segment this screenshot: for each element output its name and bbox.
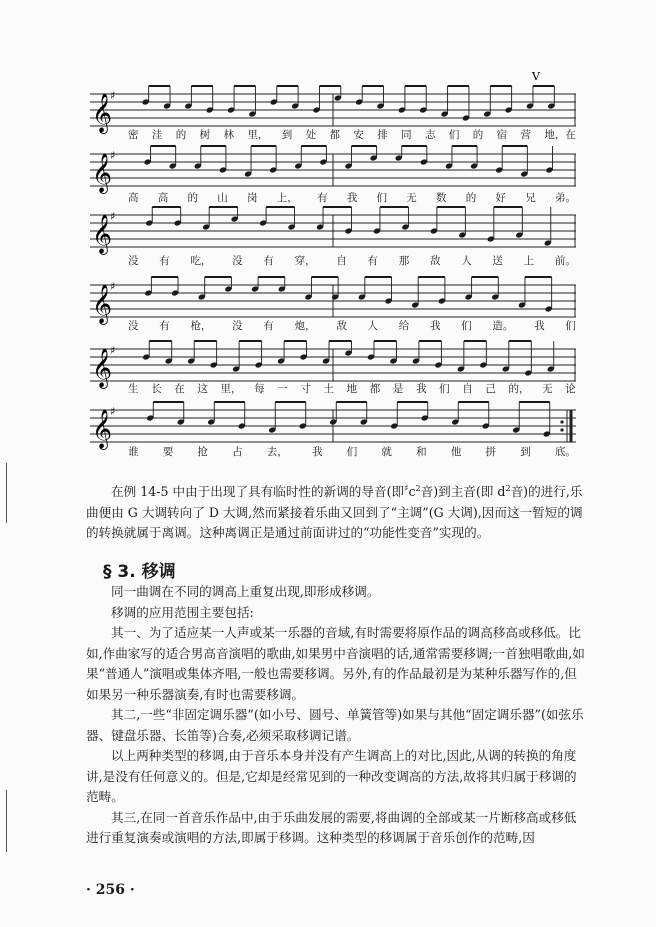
lyric-syllable: 山 [217, 192, 228, 204]
paragraph: 其三,在同一首音乐作品中,由于乐曲发展的需要,将曲调的全部或某一片断移高或移低进行重复演奏或演唱的方法,即属于移调。这种类型的移调属于音乐创作的范畴,因 [86, 809, 577, 845]
staff [90, 280, 576, 324]
lyric-syllable: 那 [398, 255, 410, 267]
staff [90, 210, 576, 254]
lyrics-line [128, 444, 576, 459]
lyric-syllable: 同 [401, 129, 412, 141]
sharp-symbol: ♯ [404, 484, 409, 494]
lyric-syllable: 自 [462, 383, 473, 395]
lyric-syllable: 人 [367, 320, 379, 332]
lyric-syllable: 高 [128, 192, 139, 204]
lyric-syllable: 地，在 [544, 129, 576, 141]
staff [90, 344, 576, 388]
example-text-part3: 音)的进行,乐曲便由 G 大调转向了 D 大调,然而紧接着乐曲又回到了“主调”(G 大调),因而这一暂短的调的转换就属于离调。这种离调正是通过前面讲过的“功能性变音”实现的。 [86, 484, 583, 540]
lyric-syllable: 宿 [496, 129, 508, 141]
lyric-syllable: 安 [353, 129, 364, 141]
section-body [86, 582, 586, 849]
lyric-syllable: 敌 [429, 255, 441, 267]
lyric-syllable: 己 [485, 383, 496, 395]
lyric-syllable: 兄 [525, 192, 536, 204]
treble-clef-icon: 𝄞 [92, 93, 113, 133]
lyric-syllable: 人 [461, 255, 472, 267]
lyric-syllable: 一 [277, 383, 288, 395]
lyrics-line [128, 381, 576, 396]
lyric-syllable: 有 [263, 255, 274, 267]
lyric-syllable: 这 [197, 383, 208, 395]
lyric-syllable: 高 [157, 192, 169, 204]
section-heading: § 3. 移调 [103, 562, 176, 582]
lyric-syllable: 底。 [554, 446, 576, 458]
lyric-syllable: 长 [151, 383, 162, 395]
lyric-syllable: 我 [534, 320, 545, 332]
treble-clef-icon: 𝄞 [92, 348, 113, 388]
lyric-syllable: 到 [520, 446, 531, 458]
paragraph: 以上两种类型的移调,由于音乐本身并没有产生调高上的对比,因此,从调的转换的角度讲,是没有任何意义的。但是,它却是经常见到的一种改变调高的方法,故将其归属于移调的范畴。 [86, 748, 577, 804]
lyric-syllable: 都 [369, 383, 381, 395]
lyrics-line [128, 253, 576, 268]
lyric-syllable: 炮， [294, 320, 316, 332]
lyric-syllable: 我 [346, 192, 358, 204]
lyric-syllable: 处 [305, 129, 317, 141]
lyric-syllable: 和 [416, 446, 427, 458]
lyric-syllable: 占 [232, 446, 243, 458]
lyric-syllable: 寸 [300, 383, 311, 395]
lyric-syllable: 生 [128, 383, 139, 395]
lyric-syllable: 的 [465, 192, 477, 204]
paragraph: 同一曲调在不同的调高上重复出现,即形成移调。 [111, 584, 380, 599]
treble-clef-icon: 𝄞 [92, 284, 113, 324]
staff [90, 405, 576, 449]
lyric-syllable: 的 [175, 129, 187, 141]
note-c-octave: 2 [415, 484, 421, 493]
lyric-syllable: 营 [520, 129, 531, 141]
example-paragraph [86, 479, 586, 544]
lyric-syllable: 是 [392, 383, 404, 395]
key-signature-sharp-icon: ♯ [110, 280, 116, 293]
lyric-syllable: 好 [495, 192, 506, 204]
lyric-syllable: 要 [162, 446, 174, 458]
lyric-syllable: 弟。 [555, 192, 576, 204]
lyric-syllable: 洼 [151, 129, 163, 141]
lyric-syllable: 都 [329, 129, 340, 141]
lyric-syllable: 没 [128, 320, 139, 332]
lyric-syllable: 有 [159, 320, 170, 332]
key-signature-sharp-icon: ♯ [110, 149, 116, 162]
lyric-syllable: 们 [346, 446, 358, 458]
binding-mark [6, 790, 7, 852]
lyric-syllable: 密 [128, 129, 139, 141]
repeat-dot [560, 420, 563, 423]
lyric-syllable: 吃， [190, 255, 212, 267]
lyric-syllable: 穿， [294, 255, 316, 267]
lyric-syllable: 有 [263, 320, 274, 332]
staff [90, 149, 576, 193]
lyric-syllable: 我 [312, 446, 323, 458]
lyric-syllable: 没 [232, 320, 243, 332]
lyric-syllable: 数 [436, 192, 447, 204]
repeat-dot [560, 428, 563, 431]
lyric-syllable: 我 [416, 383, 427, 395]
lyric-syllable: 的， [508, 383, 530, 395]
lyric-syllable: 抢 [197, 446, 208, 458]
lyric-syllable: 论 [565, 383, 576, 395]
lyric-syllable: 们 [439, 383, 450, 395]
lyric-syllable: 给 [398, 320, 410, 332]
lyric-syllable: 们 [448, 129, 460, 141]
lyric-syllable: 们 [565, 320, 576, 332]
lyric-syllable: 里， [220, 383, 242, 395]
lyric-syllable: 上 [523, 255, 535, 267]
lyric-syllable: 我 [429, 320, 441, 332]
note-d-octave: 2 [505, 484, 511, 493]
page-number: · 256 · [86, 882, 135, 898]
lyric-syllable: 拼 [485, 446, 497, 458]
lyric-syllable: 排 [377, 129, 388, 141]
treble-clef-icon: 𝄞 [92, 153, 113, 193]
example-text-part2: 音)到主音(即 d [420, 484, 506, 499]
lyric-syllable: 每 [254, 383, 265, 395]
treble-clef-icon: 𝄞 [92, 409, 113, 449]
lyric-syllable: 谁 [128, 446, 139, 458]
lyric-syllable: 里， [247, 129, 269, 141]
lyric-syllable: 志 [425, 129, 436, 141]
paragraph: 其一、为了适应某一人声或某一乐器的音域,有时需要将原作品的调高移高或移低。比如,作曲家写的适合男高音演唱的歌曲,如果男中音演唱的话,通常需要移调;一首独唱歌曲,如果“普通人”演唱或集体齐唱,一般也需要移调。另外,有的作品最初是为某种乐器写作的,但如果另一种乐器演奏,有时也需要移调。 [86, 625, 585, 702]
lyric-syllable: 去， [266, 446, 288, 458]
treble-clef-icon: 𝄞 [92, 214, 113, 254]
staff [90, 70, 576, 133]
lyrics-line [128, 127, 576, 142]
lyric-syllable: 自 [336, 255, 347, 267]
lyric-syllable: 没 [232, 255, 243, 267]
lyric-syllable: 们 [461, 320, 472, 332]
lyric-syllable: 前。 [554, 255, 576, 267]
lyric-syllable: 的 [187, 192, 198, 204]
lyric-syllable: 敌 [336, 320, 347, 332]
lyric-syllable: 造。 [492, 320, 514, 332]
lyric-syllable: 上， [276, 192, 298, 204]
key-signature-sharp-icon: ♯ [110, 210, 116, 223]
lyric-syllable: 他 [450, 446, 462, 458]
lyric-syllable: 送 [492, 255, 503, 267]
lyric-syllable: 林 [223, 129, 234, 141]
lyric-syllable: 岗 [247, 192, 258, 204]
lyric-syllable: 土 [323, 383, 334, 395]
lyric-syllable: 没 [128, 255, 139, 267]
lyric-syllable: 就 [381, 446, 392, 458]
lyric-syllable: 地 [346, 383, 358, 395]
key-signature-sharp-icon: ♯ [110, 89, 116, 102]
example-text-part1: 在例 14-5 中由于出现了具有临时性的新调的导音(即 [111, 484, 405, 499]
lyric-syllable: 在 [174, 383, 185, 395]
lyric-syllable: 们 [376, 192, 387, 204]
lyric-syllable: 的 [472, 129, 484, 141]
lyric-syllable: 有 [159, 255, 170, 267]
binding-mark [6, 463, 7, 523]
note-c: c [408, 484, 416, 499]
lyric-syllable: 枪， [190, 320, 212, 332]
paragraph: 其二,一些“非固定调乐器”(如小号、圆号、单簧管等)如果与其他“固定调乐器”(如弦乐器、键盘乐器、长笛等)合奏,必须采取移调记谱。 [86, 707, 584, 743]
lyric-syllable: 到 [281, 129, 293, 141]
breath-mark: V [532, 70, 540, 83]
lyric-syllable: 有 [317, 192, 328, 204]
lyric-syllable: 无 [406, 192, 417, 204]
key-signature-sharp-icon: ♯ [110, 344, 116, 357]
lyric-syllable: 有 [367, 255, 379, 267]
key-signature-sharp-icon: ♯ [110, 405, 116, 418]
lyric-syllable: 无 [542, 383, 553, 395]
lyrics-line [128, 190, 576, 205]
paragraph: 移调的应用范围主要包括: [111, 604, 254, 620]
lyrics-line [128, 318, 576, 333]
lyric-syllable: 树 [199, 129, 211, 141]
